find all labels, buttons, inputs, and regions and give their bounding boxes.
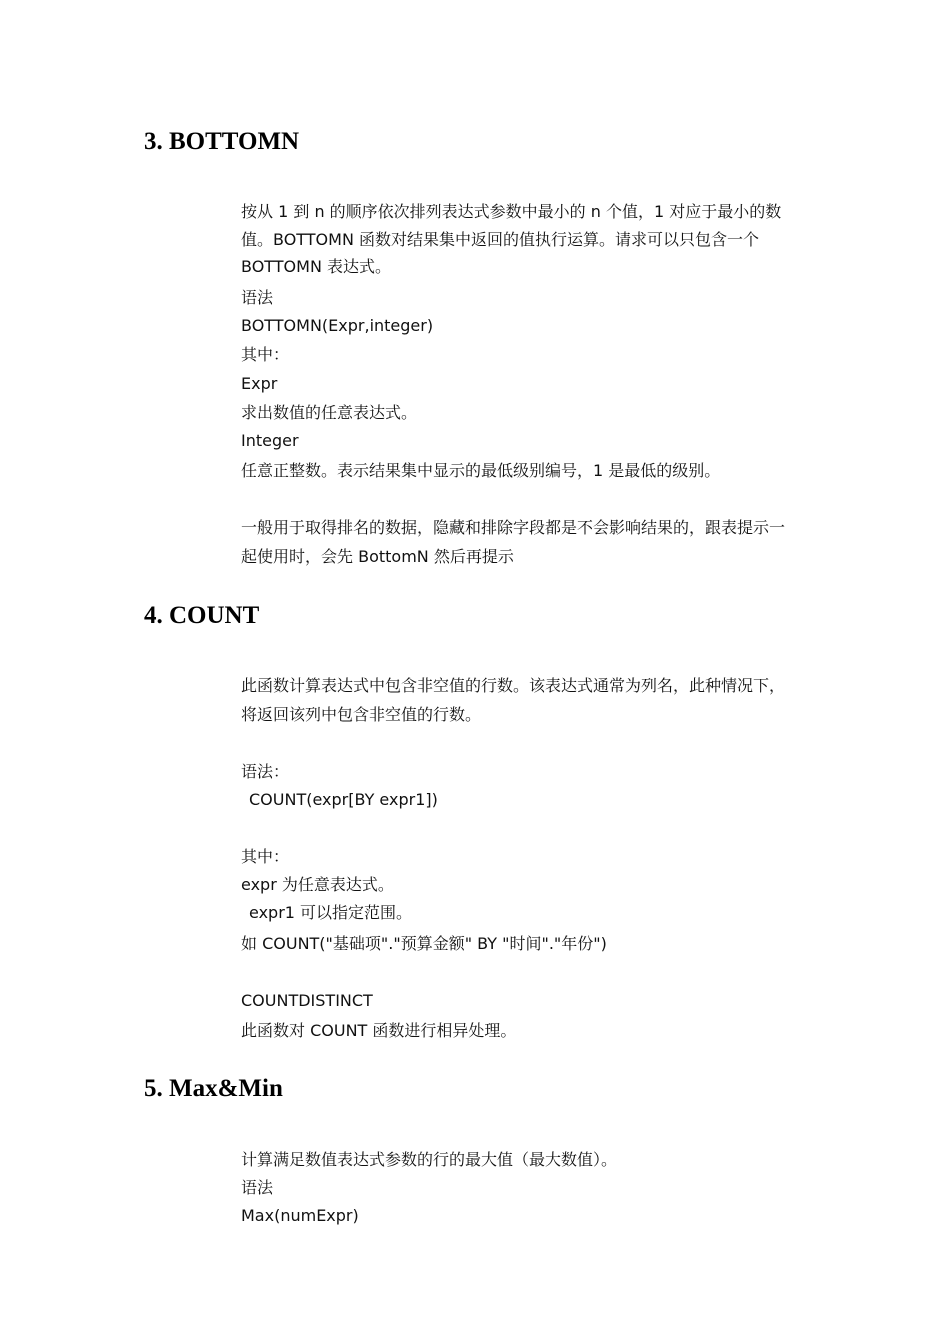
count-syntax-label: 语法：: [241, 762, 290, 781]
bottomn-desc-line-3: BOTTOMN 表达式。: [241, 257, 392, 276]
bottomn-desc-line-2: 值。BOTTOMN 函数对结果集中返回的值执行运算。请求可以只包含一个: [241, 230, 760, 249]
bottomn-note-line-2: 起使用时，会先 BottomN 然后再提示: [241, 547, 514, 566]
bottomn-param-name-expr: Expr: [241, 374, 278, 393]
bottomn-param-name-integer: Integer: [241, 431, 299, 450]
bottomn-desc-line-1: 按从 1 到 n 的顺序依次排列表达式参数中最小的 n 个值，1 对应于最小的数: [241, 202, 782, 221]
countdistinct-name: COUNTDISTINCT: [241, 991, 373, 1010]
count-param-line-2: expr1 可以指定范围。: [249, 903, 413, 922]
bottomn-where-label: 其中：: [241, 345, 290, 364]
bottomn-note-line-1: 一般用于取得排名的数据，隐藏和排除字段都是不会影响结果的，跟表提示一: [241, 518, 786, 537]
count-desc-line-2: 将返回该列中包含非空值的行数。: [241, 705, 482, 724]
countdistinct-desc: 此函数对 COUNT 函数进行相异处理。: [241, 1021, 517, 1040]
maxmin-syntax: Max(numExpr): [241, 1206, 359, 1225]
bottomn-syntax-label: 语法: [241, 288, 274, 307]
section-heading-count: 4. COUNT: [144, 602, 260, 629]
bottomn-param-desc-integer: 任意正整数。表示结果集中显示的最低级别编号，1 是最低的级别。: [241, 461, 721, 480]
count-where-label: 其中：: [241, 847, 290, 866]
maxmin-desc-line-1: 计算满足数值表达式参数的行的最大值（最大数值）。: [241, 1150, 618, 1169]
bottomn-syntax: BOTTOMN(Expr,integer): [241, 316, 434, 335]
count-syntax: COUNT(expr[BY expr1]): [249, 790, 438, 809]
bottomn-param-desc-expr: 求出数值的任意表达式。: [241, 403, 418, 422]
count-desc-line-1: 此函数计算表达式中包含非空值的行数。该表达式通常为列名，此种情况下，: [241, 676, 786, 695]
section-heading-maxmin: 5. Max&Min: [144, 1075, 283, 1102]
maxmin-syntax-label: 语法: [241, 1178, 274, 1197]
count-param-line-1: expr 为任意表达式。: [241, 875, 394, 894]
section-heading-bottomn: 3. BOTTOMN: [144, 128, 300, 155]
count-example: 如 COUNT("基础项"."预算金额" BY "时间"."年份"): [241, 934, 607, 953]
